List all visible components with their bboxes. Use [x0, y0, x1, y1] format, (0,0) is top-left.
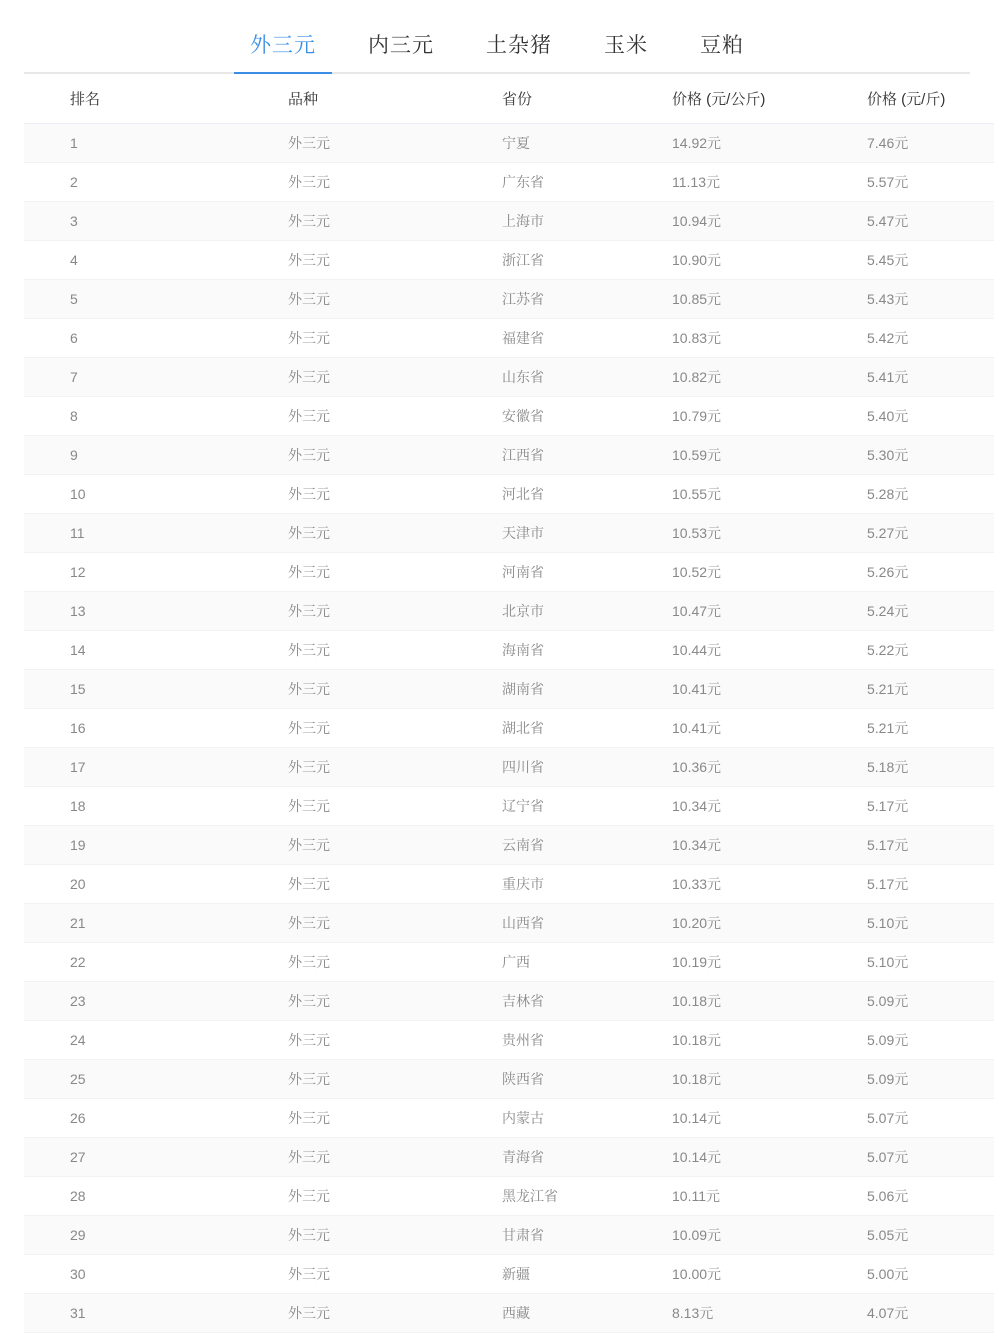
cell-23-1: 外三元 [260, 1021, 488, 1060]
table-row[interactable] [24, 1177, 994, 1216]
cell-19-1: 外三元 [260, 865, 488, 904]
cell-16-0: 17 [24, 748, 260, 787]
table-row[interactable] [24, 826, 994, 865]
cell-20-4: 5.10元 [867, 904, 994, 943]
table-row[interactable] [24, 787, 994, 826]
cell-1-4: 5.57元 [867, 163, 994, 202]
cell-17-3: 10.34元 [672, 787, 867, 826]
cell-7-1: 外三元 [260, 397, 488, 436]
cell-3-2: 浙江省 [488, 241, 672, 280]
cell-22-4: 5.09元 [867, 982, 994, 1021]
cell-13-2: 海南省 [488, 631, 672, 670]
cell-5-4: 5.42元 [867, 319, 994, 358]
cell-27-2: 黑龙江省 [488, 1177, 672, 1216]
cell-21-0: 22 [24, 943, 260, 982]
cell-24-1: 外三元 [260, 1060, 488, 1099]
cell-30-1: 外三元 [260, 1294, 488, 1333]
cell-12-1: 外三元 [260, 592, 488, 631]
column-header-4: 价格 (元/斤) [867, 74, 994, 124]
table-row[interactable] [24, 163, 994, 202]
cell-13-3: 10.44元 [672, 631, 867, 670]
cell-16-3: 10.36元 [672, 748, 867, 787]
cell-9-1: 外三元 [260, 475, 488, 514]
table-row[interactable] [24, 1216, 994, 1255]
cell-30-4: 4.07元 [867, 1294, 994, 1333]
cell-23-4: 5.09元 [867, 1021, 994, 1060]
cell-20-0: 21 [24, 904, 260, 943]
cell-24-0: 25 [24, 1060, 260, 1099]
cell-6-4: 5.41元 [867, 358, 994, 397]
cell-17-2: 辽宁省 [488, 787, 672, 826]
cell-5-2: 福建省 [488, 319, 672, 358]
table-row[interactable] [24, 124, 994, 163]
price-ranking-table [24, 74, 994, 1333]
cell-9-0: 10 [24, 475, 260, 514]
cell-15-1: 外三元 [260, 709, 488, 748]
cell-13-0: 14 [24, 631, 260, 670]
table-row[interactable] [24, 709, 994, 748]
cell-25-2: 内蒙古 [488, 1099, 672, 1138]
cell-23-2: 贵州省 [488, 1021, 672, 1060]
cell-15-3: 10.41元 [672, 709, 867, 748]
cell-15-2: 湖北省 [488, 709, 672, 748]
cell-19-4: 5.17元 [867, 865, 994, 904]
table-row[interactable] [24, 592, 994, 631]
cell-9-3: 10.55元 [672, 475, 867, 514]
cell-19-3: 10.33元 [672, 865, 867, 904]
cell-16-1: 外三元 [260, 748, 488, 787]
cell-29-4: 5.00元 [867, 1255, 994, 1294]
cell-26-0: 27 [24, 1138, 260, 1177]
table-row[interactable] [24, 358, 994, 397]
table-row[interactable] [24, 982, 994, 1021]
table-row[interactable] [24, 397, 994, 436]
table-row[interactable] [24, 319, 994, 358]
cell-12-4: 5.24元 [867, 592, 994, 631]
cell-10-3: 10.53元 [672, 514, 867, 553]
cell-6-1: 外三元 [260, 358, 488, 397]
cell-4-3: 10.85元 [672, 280, 867, 319]
cell-18-4: 5.17元 [867, 826, 994, 865]
cell-18-0: 19 [24, 826, 260, 865]
cell-14-2: 湖南省 [488, 670, 672, 709]
table-row[interactable] [24, 1021, 994, 1060]
cell-2-2: 上海市 [488, 202, 672, 241]
cell-14-0: 15 [24, 670, 260, 709]
cell-9-4: 5.28元 [867, 475, 994, 514]
cell-29-2: 新疆 [488, 1255, 672, 1294]
cell-28-4: 5.05元 [867, 1216, 994, 1255]
cell-2-4: 5.47元 [867, 202, 994, 241]
cell-1-2: 广东省 [488, 163, 672, 202]
cell-11-1: 外三元 [260, 553, 488, 592]
cell-12-0: 13 [24, 592, 260, 631]
table-row[interactable] [24, 631, 994, 670]
cell-9-2: 河北省 [488, 475, 672, 514]
cell-30-2: 西藏 [488, 1294, 672, 1333]
cell-11-3: 10.52元 [672, 553, 867, 592]
table-row[interactable] [24, 904, 994, 943]
cell-30-3: 8.13元 [672, 1294, 867, 1333]
cell-4-2: 江苏省 [488, 280, 672, 319]
cell-18-2: 云南省 [488, 826, 672, 865]
cell-7-2: 安徽省 [488, 397, 672, 436]
cell-10-1: 外三元 [260, 514, 488, 553]
cell-16-4: 5.18元 [867, 748, 994, 787]
cell-7-4: 5.40元 [867, 397, 994, 436]
cell-3-3: 10.90元 [672, 241, 867, 280]
cell-1-0: 2 [24, 163, 260, 202]
cell-25-1: 外三元 [260, 1099, 488, 1138]
tab-1[interactable]: 内三元 [368, 34, 434, 57]
cell-16-2: 四川省 [488, 748, 672, 787]
cell-14-1: 外三元 [260, 670, 488, 709]
cell-17-4: 5.17元 [867, 787, 994, 826]
price-table-container [24, 74, 970, 1333]
cell-20-1: 外三元 [260, 904, 488, 943]
cell-26-4: 5.07元 [867, 1138, 994, 1177]
cell-7-3: 10.79元 [672, 397, 867, 436]
cell-23-3: 10.18元 [672, 1021, 867, 1060]
cell-8-0: 9 [24, 436, 260, 475]
cell-10-0: 11 [24, 514, 260, 553]
table-row[interactable] [24, 670, 994, 709]
cell-22-2: 吉林省 [488, 982, 672, 1021]
cell-25-4: 5.07元 [867, 1099, 994, 1138]
cell-8-4: 5.30元 [867, 436, 994, 475]
cell-22-3: 10.18元 [672, 982, 867, 1021]
cell-19-0: 20 [24, 865, 260, 904]
cell-4-1: 外三元 [260, 280, 488, 319]
cell-12-2: 北京市 [488, 592, 672, 631]
cell-3-1: 外三元 [260, 241, 488, 280]
table-row[interactable] [24, 436, 994, 475]
cell-26-2: 青海省 [488, 1138, 672, 1177]
cell-17-0: 18 [24, 787, 260, 826]
cell-29-1: 外三元 [260, 1255, 488, 1294]
cell-8-2: 江西省 [488, 436, 672, 475]
cell-30-0: 31 [24, 1294, 260, 1333]
cell-23-0: 24 [24, 1021, 260, 1060]
table-row[interactable] [24, 475, 994, 514]
table-header-row [24, 74, 994, 124]
cell-10-2: 天津市 [488, 514, 672, 553]
cell-18-3: 10.34元 [672, 826, 867, 865]
cell-21-4: 5.10元 [867, 943, 994, 982]
cell-28-0: 29 [24, 1216, 260, 1255]
cell-14-4: 5.21元 [867, 670, 994, 709]
table-row[interactable] [24, 241, 994, 280]
cell-19-2: 重庆市 [488, 865, 672, 904]
cell-2-3: 10.94元 [672, 202, 867, 241]
cell-24-4: 5.09元 [867, 1060, 994, 1099]
table-row[interactable] [24, 553, 994, 592]
cell-10-4: 5.27元 [867, 514, 994, 553]
cell-6-0: 7 [24, 358, 260, 397]
table-row[interactable] [24, 1255, 994, 1294]
cell-29-3: 10.00元 [672, 1255, 867, 1294]
cell-27-3: 10.11元 [672, 1177, 867, 1216]
cell-21-3: 10.19元 [672, 943, 867, 982]
cell-4-4: 5.43元 [867, 280, 994, 319]
cell-8-1: 外三元 [260, 436, 488, 475]
cell-26-1: 外三元 [260, 1138, 488, 1177]
cell-0-2: 宁夏 [488, 124, 672, 163]
table-row[interactable] [24, 943, 994, 982]
cell-18-1: 外三元 [260, 826, 488, 865]
table-row[interactable] [24, 1138, 994, 1177]
cell-27-1: 外三元 [260, 1177, 488, 1216]
cell-0-0: 1 [24, 124, 260, 163]
cell-7-0: 8 [24, 397, 260, 436]
table-row[interactable] [24, 514, 994, 553]
table-row[interactable] [24, 1060, 994, 1099]
cell-0-4: 7.46元 [867, 124, 994, 163]
category-tabs [24, 0, 970, 74]
cell-5-3: 10.83元 [672, 319, 867, 358]
cell-28-1: 外三元 [260, 1216, 488, 1255]
tab-2[interactable]: 土杂猪 [486, 34, 552, 57]
cell-11-2: 河南省 [488, 553, 672, 592]
cell-12-3: 10.47元 [672, 592, 867, 631]
table-row[interactable] [24, 280, 994, 319]
table-row[interactable] [24, 865, 994, 904]
cell-3-4: 5.45元 [867, 241, 994, 280]
tab-0[interactable]: 外三元 [224, 35, 342, 72]
cell-6-2: 山东省 [488, 358, 672, 397]
cell-14-3: 10.41元 [672, 670, 867, 709]
cell-22-1: 外三元 [260, 982, 488, 1021]
cell-21-1: 外三元 [260, 943, 488, 982]
cell-6-3: 10.82元 [672, 358, 867, 397]
cell-1-3: 11.13元 [672, 163, 867, 202]
cell-2-0: 3 [24, 202, 260, 241]
cell-8-3: 10.59元 [672, 436, 867, 475]
cell-13-4: 5.22元 [867, 631, 994, 670]
cell-20-2: 山西省 [488, 904, 672, 943]
cell-15-4: 5.21元 [867, 709, 994, 748]
table-row[interactable] [24, 1294, 994, 1333]
cell-11-4: 5.26元 [867, 553, 994, 592]
cell-5-1: 外三元 [260, 319, 488, 358]
table-row[interactable] [24, 748, 994, 787]
table-row[interactable] [24, 202, 994, 241]
cell-20-3: 10.20元 [672, 904, 867, 943]
tab-4[interactable]: 豆粕 [700, 34, 744, 57]
cell-25-0: 26 [24, 1099, 260, 1138]
cell-27-4: 5.06元 [867, 1177, 994, 1216]
cell-15-0: 16 [24, 709, 260, 748]
cell-21-2: 广西 [488, 943, 672, 982]
table-header [24, 74, 994, 124]
cell-27-0: 28 [24, 1177, 260, 1216]
cell-24-3: 10.18元 [672, 1060, 867, 1099]
cell-22-0: 23 [24, 982, 260, 1021]
cell-17-1: 外三元 [260, 787, 488, 826]
column-header-1: 品种 [260, 74, 488, 124]
cell-28-2: 甘肃省 [488, 1216, 672, 1255]
table-body [24, 124, 994, 1333]
cell-5-0: 6 [24, 319, 260, 358]
column-header-2: 省份 [488, 74, 672, 124]
cell-24-2: 陕西省 [488, 1060, 672, 1099]
cell-29-0: 30 [24, 1255, 260, 1294]
column-header-0: 排名 [24, 74, 260, 124]
cell-28-3: 10.09元 [672, 1216, 867, 1255]
column-header-3: 价格 (元/公斤) [672, 74, 867, 124]
cell-4-0: 5 [24, 280, 260, 319]
cell-26-3: 10.14元 [672, 1138, 867, 1177]
cell-2-1: 外三元 [260, 202, 488, 241]
tab-3[interactable]: 玉米 [604, 34, 648, 57]
cell-0-3: 14.92元 [672, 124, 867, 163]
cell-3-0: 4 [24, 241, 260, 280]
cell-11-0: 12 [24, 553, 260, 592]
cell-1-1: 外三元 [260, 163, 488, 202]
cell-13-1: 外三元 [260, 631, 488, 670]
table-row[interactable] [24, 1099, 994, 1138]
cell-25-3: 10.14元 [672, 1099, 867, 1138]
cell-0-1: 外三元 [260, 124, 488, 163]
